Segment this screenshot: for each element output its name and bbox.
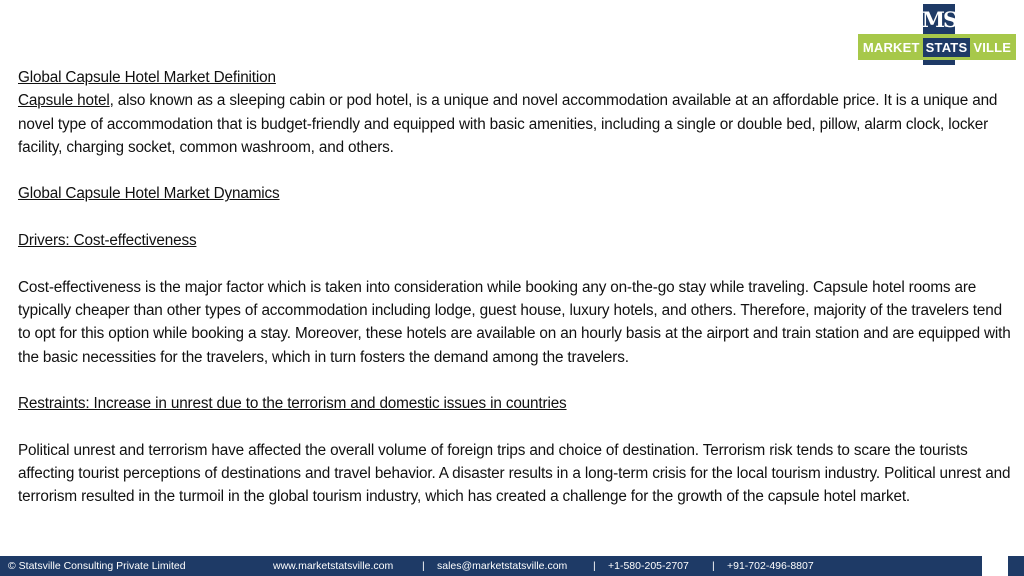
definition-paragraph — [18, 89, 1018, 159]
logo-wordmark — [858, 34, 1016, 60]
footer-website-link[interactable]: www.marketstatsville.com — [273, 560, 394, 572]
footer-copyright: © Statsville Consulting Private Limited — [8, 560, 186, 572]
footer-corner-block — [1008, 556, 1024, 576]
slide-body — [18, 66, 1018, 509]
footer-phone-in: +91-702-496-8807 — [727, 560, 814, 572]
definition-heading: Global Capsule Hotel Market Definition — [18, 69, 276, 86]
footer-phone-us: +1-580-205-2707 — [608, 560, 689, 572]
company-logo — [858, 4, 1016, 60]
logo-word-market: MARKET — [862, 39, 920, 55]
footer-bar — [0, 556, 982, 576]
logo-word-stats: STATS — [923, 38, 971, 57]
footer-separator: | — [712, 560, 715, 572]
restraints-paragraph: Political unrest and terrorism have affected the overall volume of foreign trips and choice of destination. Terrorism risk tends to scare the tourists affecting tourist perceptions of destinations and travel behavior. A disaster results in a long-term crisis for the local tourism industry. Political unrest and terrorism resulted in the turmoil in the global tourism industry, which has created a challenge for the growth of the capsule hotel market. — [18, 441, 1011, 506]
restraints-heading: Restraints: Increase in unrest due to the terrorism and domestic issues in countries — [18, 395, 567, 413]
footer-email-link[interactable]: sales@marketstatsville.com — [437, 560, 568, 572]
dynamics-heading: Global Capsule Hotel Market Dynamics — [18, 185, 280, 203]
logo-monogram: MS — [923, 4, 955, 34]
logo-word-ville: VILLE — [973, 39, 1012, 55]
drivers-paragraph: Cost-effectiveness is the major factor which is taken into consideration while booking any on-the-go stay while traveling. Capsule hotel rooms are typically cheaper than other types of accommodation including lodge, guest house, luxury hotels, and others. Therefore, majority of the travelers tend to opt for this option while booking a stay. Moreover, these hotels are available on an hourly basis at the airport and train station and are equipped with the basic necessities for the travelers, which in turn fosters the demand among the travelers. — [18, 278, 1011, 366]
footer-separator: | — [593, 560, 596, 572]
definition-text: , also known as a sleeping cabin or pod hotel, is a unique and novel accommodation available at an affordable price. It is a unique and novel type of accommodation that is budget-friendly and equipped with basic amenities, including a single or double bed, pillow, alarm clock, locker facility, charging socket, common washroom, and others. — [18, 92, 998, 156]
drivers-heading: Drivers: Cost-effectiveness — [18, 232, 197, 250]
definition-term: Capsule hotel — [18, 92, 110, 110]
footer-separator: | — [422, 560, 425, 572]
logo-accent — [923, 60, 955, 65]
